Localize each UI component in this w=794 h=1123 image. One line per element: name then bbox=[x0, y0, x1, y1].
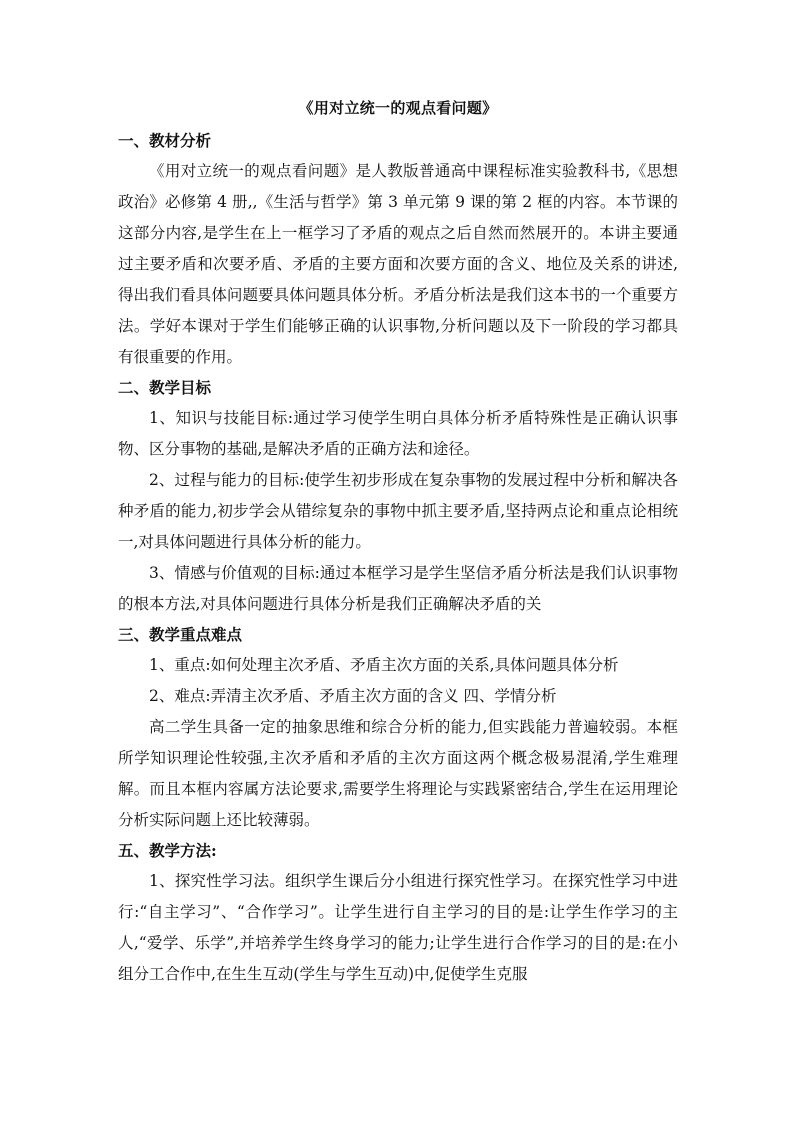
section-teaching-methods bbox=[118, 836, 678, 990]
paragraph: 1、知识与技能目标:通过学习使学生明白具体分析矛盾特殊性是正确认识事物、区分事物的基础,是解决矛盾的正确方法和途径。 bbox=[118, 409, 678, 458]
section-teaching-material bbox=[118, 126, 678, 373]
paragraph: 3、情感与价值观的目标:通过本框学习是学生坚信矛盾分析法是我们认识事物的根本方法,对具体问题进行具体分析是我们正确解决矛盾的关 bbox=[118, 564, 678, 613]
section-heading: 五、教学方法: bbox=[118, 841, 217, 860]
section-key-points bbox=[118, 620, 678, 836]
section-heading: 一、教材分析 bbox=[118, 131, 212, 150]
paragraph: 高二学生具备一定的抽象思维和综合分析的能力,但实践能力普遍较弱。本框所学知识理论性较强,主次矛盾和矛盾的主次方面这两个概念极易混淆,学生难理解。而且本框内容属方法论要求,需要学生将理论与实践紧密结合,学生在运用理论分析实际问题上还比较薄弱。 bbox=[118, 718, 678, 829]
section-heading: 二、教学目标 bbox=[118, 378, 212, 397]
paragraph: 1、重点:如何处理主次矛盾、矛盾主次方面的关系,具体问题具体分析 bbox=[149, 656, 619, 674]
section-teaching-goals bbox=[118, 373, 678, 620]
document-title: 《用对立统一的观点看问题》 bbox=[298, 99, 498, 117]
paragraph: 2、过程与能力的目标:使学生初步形成在复杂事物的发展过程中分析和解决各种矛盾的能力,初步学会从错综复杂的事物中抓主要矛盾,坚持两点论和重点论相统一,对具体问题进行具体分析的能力。 bbox=[118, 471, 678, 551]
document-page bbox=[118, 96, 678, 990]
paragraph: 1、探究性学习法。组织学生课后分小组进行探究性学习。在探究性学习中进行:“自主学习”、“合作学习”。让学生进行自主学习的目的是:让学生作学习的主人,“爱学、乐学”,并培养学生终身学习的能力;让学生进行合作学习的目的是:在小组分工合作中,在生生互动(学生与学生互动)中,促使学生克服 bbox=[118, 872, 678, 983]
paragraph: 2、难点:弄清主次矛盾、矛盾主次方面的含义 四、学情分析 bbox=[149, 687, 557, 705]
paragraph: 《用对立统一的观点看问题》是人教版普通高中课程标准实验教科书,《思想政治》必修第 4 册,,《生活与哲学》第 3 单元第 9 课的第 2 框的内容。本节课的这部分内容,是学生在上一框学习了矛盾的观点之后自然而然展开的。本讲主要通过主要矛盾和次要矛盾、矛盾的主要方面和次要方面的含义、地位及关系的讲述,得出我们看具体问题要具体问题具体分析。矛盾分析法是我们这本书的一个重要方法。学好本课对于学生们能够正确的认识事物,分析问题以及下一阶段的学习都具有很重要的作用。 bbox=[118, 162, 678, 366]
section-heading: 三、教学重点难点 bbox=[118, 625, 243, 644]
